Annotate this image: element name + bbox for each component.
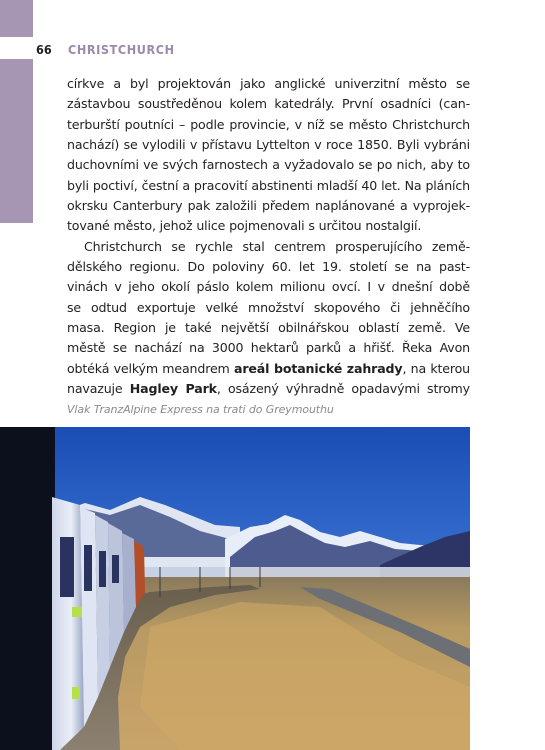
text-line: masa. Region je také největší obilnářskou oblastí země. Ve [67,320,470,336]
text-line: se odtud exportuje velké množství skopového či jehněčího [67,299,470,315]
text-line: zástavbou soustředěnou kolem katedrály. První osadníci (can- [67,96,470,112]
text-line: okrsku Canterbury pak založili předem naplánované a vyprojek- [67,198,470,214]
text-line: církve a byl projektován jako anglické univerzitní město se [67,76,470,91]
highlight-botanic-garden: areál botanické zahrady [233,360,403,376]
text-line: navazuje Hagley Park, osázený výhradně opadavými stromy [67,381,470,397]
text-line: vinách v jeho okolí páslo kolem milionu ovcí. I v dnešní době [67,279,470,295]
thumb-tab-bottom [0,59,33,223]
text-line: obtéká velkým meandrem areál botanické zahrady, na kterou [67,360,470,376]
thumb-tab-top [0,0,33,37]
photo-caption: Vlak TranzAlpine Express na trati do Greymouthu [67,403,334,416]
body-text [67,74,470,400]
highlight-hagley-park: Hagley Park [129,381,217,397]
text-line: byli poctiví, čestní a pracovití abstinenti mladší 40 let. Na pláních [67,177,470,193]
text-line: Christchurch se rychle stal centrem prosperujícího země- [84,238,470,254]
running-head: CHRISTCHURCH [68,42,175,57]
text-line: městě se nachází na 3000 hektarů parků a hřišť. Řeka Avon [67,340,470,356]
text-line: tované město, jehož ulice pojmenovali s určitou nostalgií. [67,218,422,234]
text-line: dělského regionu. Do poloviny 60. let 19. století se na past- [67,259,470,275]
text-line: nachází) se vylodili v přístavu Lyttelton v roce 1850. Byli vybráni [67,137,470,153]
text-line: terburští poutníci – podle provincie, v níž se město Christchurch [67,116,470,132]
text-line: duchovními ve svých farnostech a vyžadovalo se po nich, aby to [67,157,470,173]
train-photo [0,427,470,750]
page-number: 66 [36,42,52,57]
